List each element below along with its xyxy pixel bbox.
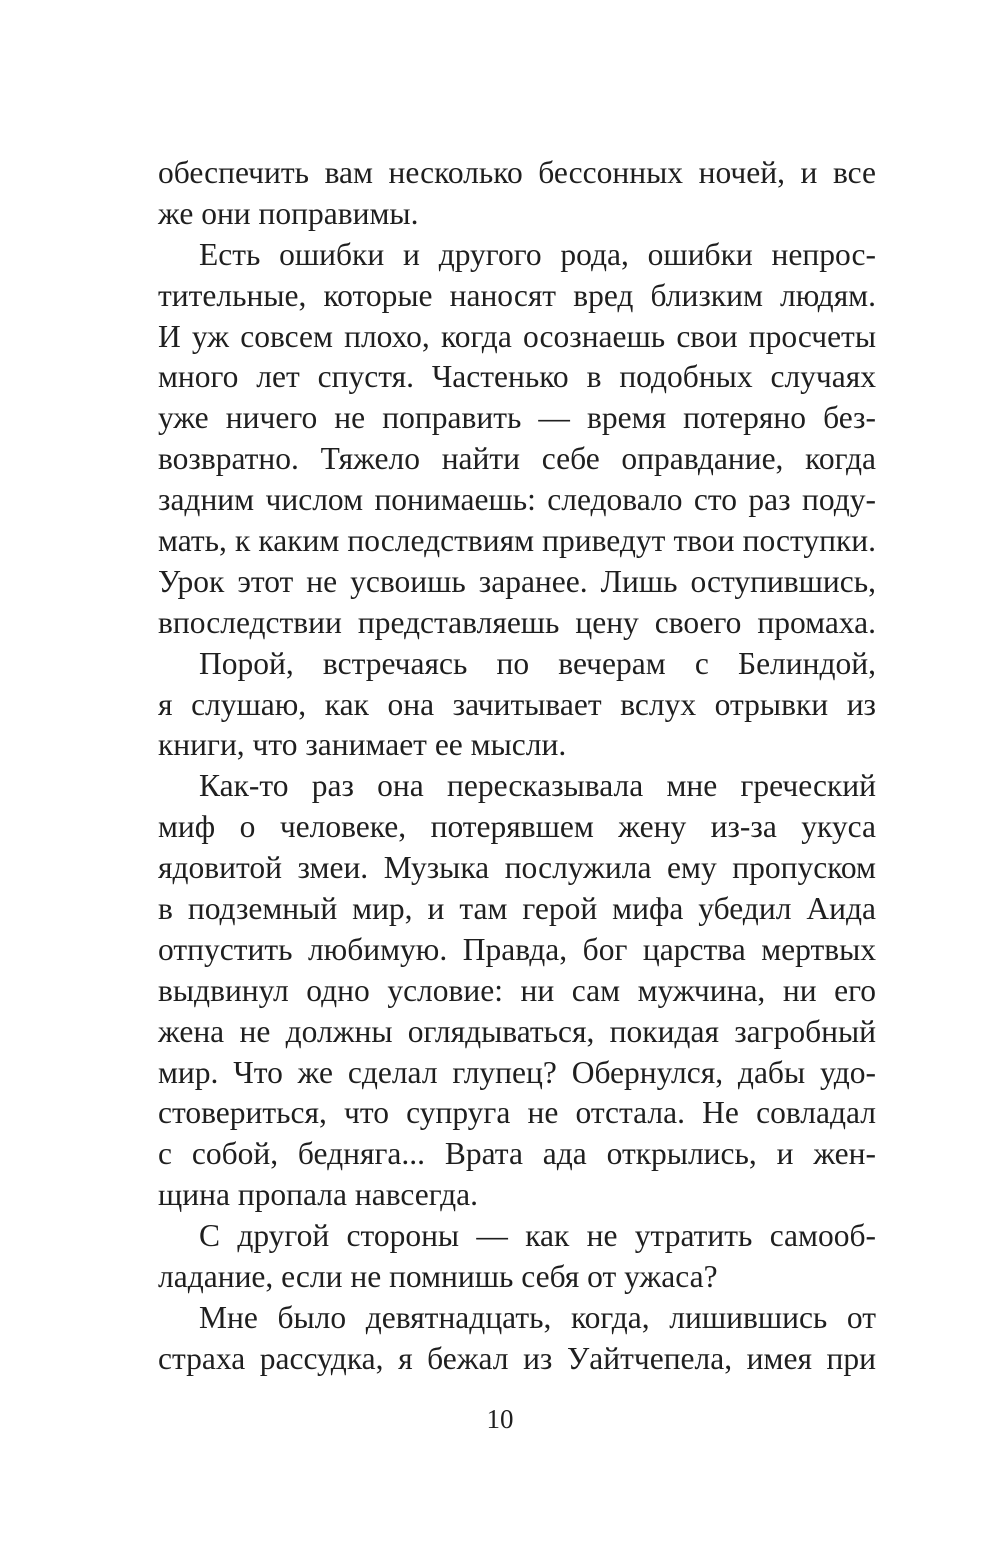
text-line: страха рассудка, я бежал из Уайтчепела, имея при [158, 1340, 876, 1376]
text-line: выдвинул одно условие: ни сам мужчина, ни его [158, 972, 876, 1008]
text-line: мать, к каким последствиям приведут твои поступки. [158, 523, 876, 559]
text-line: стовериться, что супруга не отстала. Не совладал [158, 1095, 876, 1131]
page-body-text [158, 153, 876, 1380]
text-line: жена не должны оглядываться, покидая загробный [158, 1013, 876, 1049]
text-line: ядовитой змеи. Музыка послужила ему пропуском [158, 850, 876, 886]
text-line: С другой стороны — как не утратить самооб- [199, 1218, 876, 1254]
text-line: много лет спустя. Частенько в подобных случаях [158, 359, 876, 395]
text-line: Как-то раз она пересказывала мне греческий [199, 768, 876, 804]
page-number: 10 [486, 1404, 514, 1434]
text-line: И уж совсем плохо, когда осознаешь свои просчеты [158, 318, 876, 354]
text-line: миф о человеке, потерявшем жену из-за укуса [158, 809, 876, 845]
text-line: Есть ошибки и другого рода, ошибки непрос- [199, 236, 876, 272]
text-line: обеспечить вам несколько бессонных ночей, и все [158, 155, 876, 190]
text-line: отпустить любимую. Правда, бог царства мертвых [158, 931, 876, 967]
text-line: возвратно. Тяжело найти себе оправдание, когда [158, 441, 876, 477]
text-line: задним числом понимаешь: следовало сто раз поду- [158, 482, 876, 518]
text-line: Порой, встречаясь по вечерам с Белиндой, [199, 645, 876, 681]
text-line: мир. Что же сделал глупец? Обернулся, дабы удо- [158, 1054, 876, 1090]
text-line: с собой, бедняга... Врата ада открылись, и жен- [158, 1136, 876, 1172]
text-line: ладание, если не помнишь себя от ужаса? [158, 1259, 718, 1295]
text-line: же они поправимы. [158, 195, 419, 231]
text-line: тительные, которые наносят вред близким людям. [158, 277, 876, 313]
text-line: впоследствии представляешь цену своего промаха. [158, 604, 876, 640]
text-line: книги, что занимает ее мысли. [158, 727, 567, 763]
text-line: щина пропала навсегда. [158, 1177, 478, 1213]
text-line: уже ничего не поправить — время потеряно без- [158, 400, 876, 436]
text-line: Мне было девятнадцать, когда, лишившись от [199, 1299, 876, 1335]
text-line: Урок этот не усвоишь заранее. Лишь оступившись, [158, 563, 876, 599]
text-line: в подземный мир, и там герой мифа убедил Аида [158, 891, 876, 927]
text-line: я слушаю, как она зачитывает вслух отрывки из [158, 686, 876, 722]
